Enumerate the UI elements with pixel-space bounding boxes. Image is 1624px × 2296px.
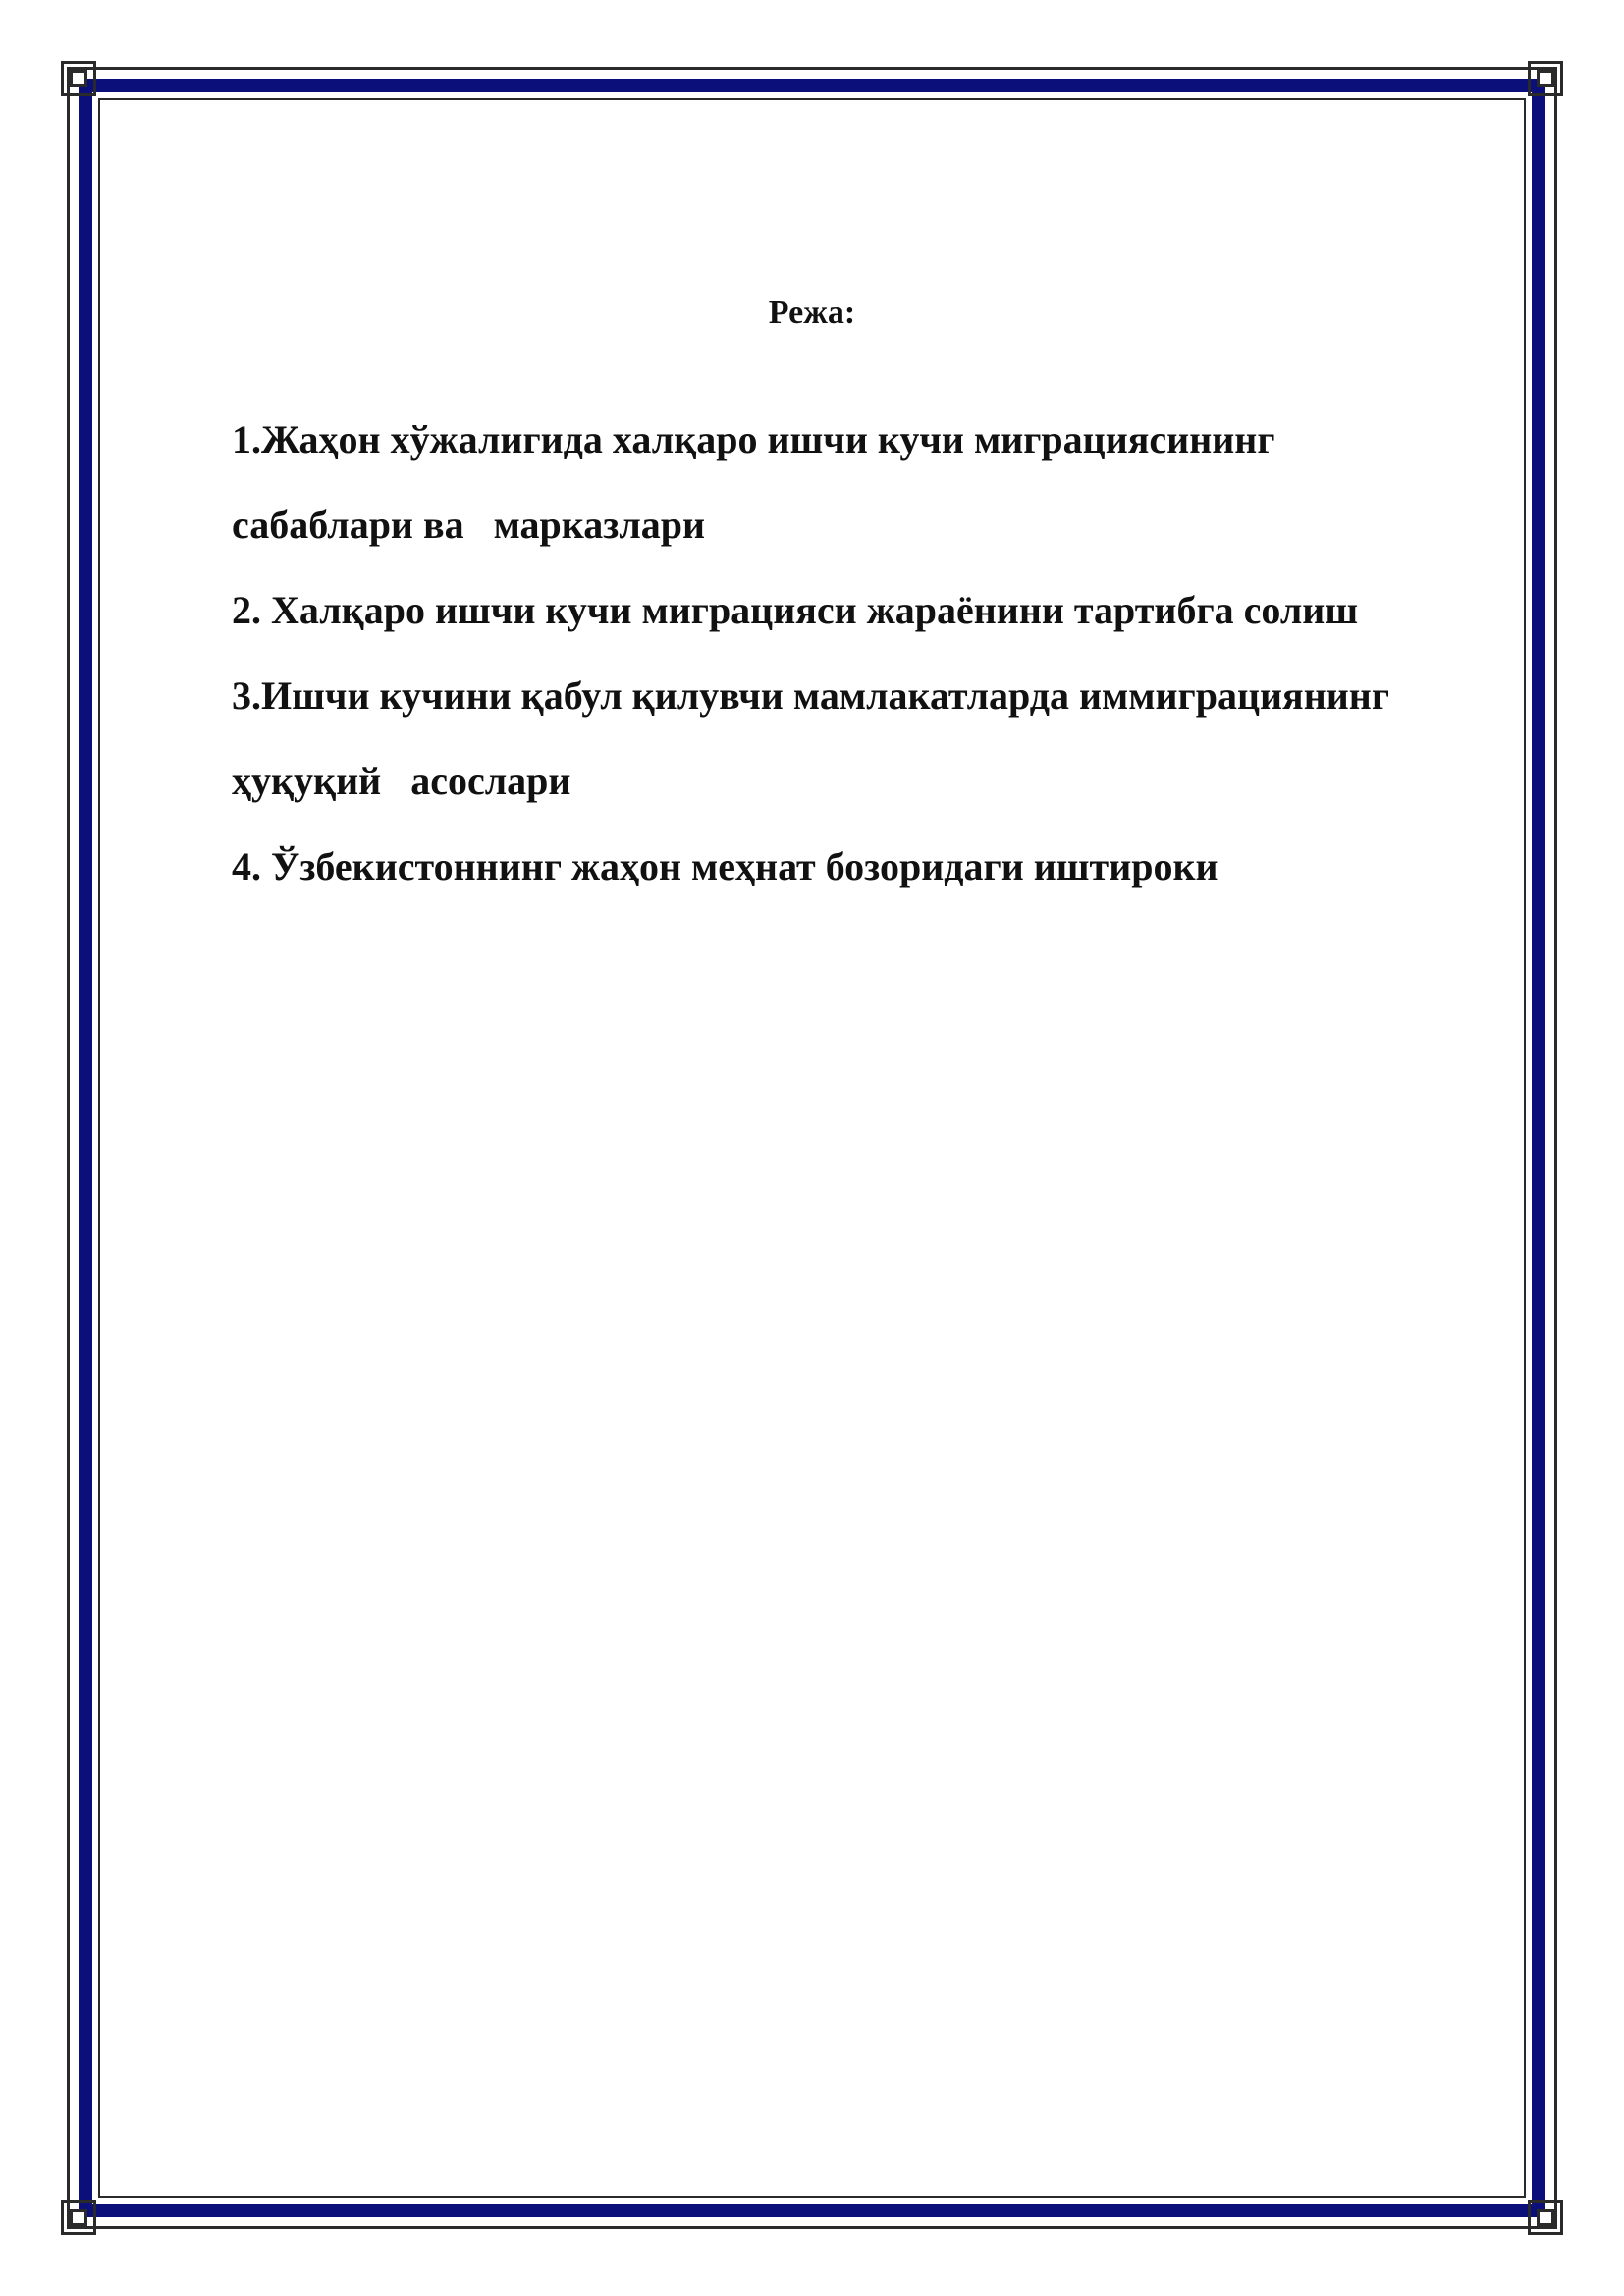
corner-ornament-bottom-left xyxy=(61,2200,96,2235)
plan-content xyxy=(232,294,1508,909)
plan-item-4-line-1: 4. Ўзбекистоннинг жаҳон меҳнат бозоридаги иштироки xyxy=(232,844,1218,888)
plan-list xyxy=(232,397,1508,909)
plan-item-1-line-2: сабаблари ва марказлари xyxy=(232,503,706,547)
corner-ornament-top-left xyxy=(61,61,96,96)
plan-item-2-line-1: 2. Халқаро ишчи кучи миграцияси жараёнини тартибга солиш xyxy=(232,588,1359,632)
plan-item-1-line-1: 1.Жаҳон хўжалигида халқаро ишчи кучи миграциясининг xyxy=(232,417,1275,461)
plan-heading: Режа: xyxy=(768,294,856,331)
corner-ornament-top-right xyxy=(1528,61,1563,96)
corner-ornament-bottom-right xyxy=(1528,2200,1563,2235)
plan-item-3-line-1: 3.Ишчи кучини қабул қилувчи мамлакатларда иммиграциянинг xyxy=(232,673,1390,718)
plan-item-3-line-2: ҳуқуқий асослари xyxy=(232,759,571,803)
